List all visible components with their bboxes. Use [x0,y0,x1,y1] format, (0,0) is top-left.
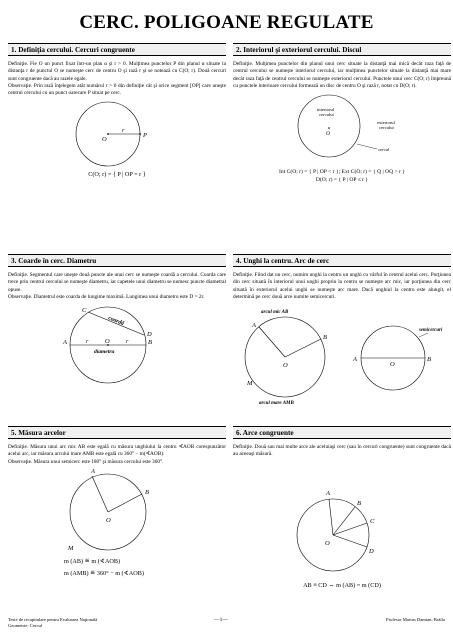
label-chord: coardă [107,315,125,328]
section-title: 2. Interiorul şi exteriorul cercului. Discul [233,43,451,56]
interior-exterior-formula: Int C(O; r) = { P | OP < r }; Ext C(O; r) = { Q | OQ > r } [278,169,406,176]
footer-series: Teste de recapitulare pentru Evaluarea Naţională [8,617,98,622]
label-b: B [323,334,327,342]
section-title: 3. Coarde în cerc. Diametru [8,254,226,267]
observation-paragraph: Observaţie. Măsura unui semicerc este 180° şi măsura cercului este 360°. [8,458,164,465]
congruent-arcs-figure [233,479,451,579]
label-arc-mare: arcul mare AMB [259,401,294,407]
page-title: CERC. POLIGOANE REGULATE [79,12,374,33]
section-congruent-arcs [233,426,451,590]
label-d: D [147,331,152,339]
label-o: O [325,539,330,547]
circle-pointer [357,144,377,149]
section-text [8,272,226,301]
arc-measure-figure [8,468,226,556]
definition-paragraph: Definiţie. Fie O un punct fixat într-un plan α şi r > 0. Mulţimea punctelor P din planul α situate la distanţa r de punctul O se numeşte cerc de centru O şi rază r şi se notează cu C(O; r). Două cercuri sunt congruente dacă au razele egale. [8,61,226,82]
label-exterior-1: exteriorul [377,120,395,126]
center-point [107,134,109,136]
label-interior-2: cercului [319,112,334,118]
label-diameter: diametru [94,349,115,356]
footer-author: Profesor Marius Damian, Brăila [386,617,445,622]
label-m: M [68,544,74,552]
label-a: A [252,322,256,330]
definition-paragraph: Definiţie. Segmentul care uneşte două puncte ale unui cerc se numeşte coardă a cercului. Coarda care trece prin centrul cercului se numeşte diametru, iar capetele unui diametru se numesc puncte diametral opuse. [8,272,226,293]
label-c: C [82,307,87,315]
interior-exterior-figure [233,94,451,160]
radius-od [333,535,367,547]
circle-formula: C(O; r) = { P | OP = r } [88,171,146,179]
section-title: 4. Unghi la centru. Arc de cerc [233,254,451,267]
section-text [233,444,451,459]
congruence-formula: AB ≡ CD ⇔ m (AB) = m (CD) [303,581,381,589]
label-p: P [143,132,147,140]
definition-paragraph: Definiţie. Două sau mai multe arce ale aceluiaşi cerc (sau în cercuri congruente) sunt congruente dacă au aceeaşi măsură. [233,444,451,458]
label-a2: A [353,356,357,364]
radius-ob [285,339,321,357]
label-b: B [145,488,149,496]
section-title: 1. Definiţia cercului. Cercuri congruente [8,43,226,56]
radius-oc [333,523,367,535]
section-text [8,444,226,466]
label-exterior-2: cercului [379,125,394,131]
label-cercul: cercul [378,147,390,153]
label-a: A [91,467,95,475]
label-o2: O [390,361,395,369]
section-text [233,272,451,301]
label-c: C [370,517,375,525]
label-b2: B [427,356,431,364]
label-m: M [247,380,253,388]
section-arc-measure [8,426,226,578]
minor-arc-formula: m (AB) ≝ m (∢AOB) [64,557,121,565]
label-o: O [102,136,107,144]
label-r: r [122,128,125,135]
definition-paragraph: Definiţie. Mulţimea punctelor din planul unui cerc situate la distanţă mai mică decât raza faţă de centrul cercului se numeşte interiorul cercului, iar mulţimea punctelor situate la distanţă mai mare decât raza faţă de centrul cercului se numeşte exteriorul cercului. Punctele unui cerc C(O; r) împreună cu punctele interioare cercului formează un disc de centru O şi rază r, notat cu D(O; r). [233,61,451,89]
chord-figure [8,305,226,389]
definition-paragraph: Definiţie. Măsura unui arc mic AB este egală cu măsura unghiului la centru ∢AOB corespunzător acelui arc, iar măsura arcului mare AMB este egală cu 360° − m(∢AOB). [8,444,226,458]
radius-oa [259,327,285,357]
arc-figure [233,303,451,409]
disc-formula: D(O; r) = { P | OP ≤ r } [315,177,369,184]
major-arc-formula: m (AMB) ≝ 360° − m (∢AOB) [64,569,144,577]
label-semicircles: semicercuri [419,328,443,334]
section-text [8,61,226,97]
footer-topic: Geometrie: Cercul [8,623,43,628]
label-interior-1: interiorul [317,107,335,113]
label-d: D [369,547,374,555]
section-title: 6. Arce congruente [233,426,451,439]
section-central-angle-arc [233,254,451,409]
page-number: —1— [214,617,228,623]
circle-figure [8,101,226,169]
label-r-right: r [126,339,129,346]
label-a: A [63,339,67,347]
point-p [139,134,141,136]
radius-oa [329,499,333,535]
label-o: O [326,131,330,138]
circle-shape [298,95,360,157]
center-point [328,127,330,129]
section-title: 5. Măsura arcelor [8,426,226,439]
observation-paragraph: Observaţie. Prin rază înţelegem atât numărul r > 0 din definiţie cât şi orice segment [OP] care uneşte centrul cercului cu un punct oarecare P situat pe cerc. [8,82,226,97]
label-o: O [283,362,288,370]
label-a: A [326,489,330,497]
label-b: B [357,499,361,507]
label-o: O [105,338,110,346]
section-circle-definition [8,43,226,179]
definition-paragraph: Definiţie. Fiind dat un cerc, numim unghi la centru un unghi cu vârful în centrul acelui cerc. Porţiunea din cerc situată în interiorul unui unghi propriu la centru se numeşte arc mic, iar porţiunea din cerc situată în exteriorul acelui unghi se numeşte arc mare. Dacă unghiul la centru este alungit, el determină pe cerc două arce numite semicercuri. [233,272,451,300]
section-chords-diameter [8,254,226,389]
observation-paragraph: Observaţie. Diametrul este coarda de lungime maximă. Lungimea unui diametru este D = 2r. [8,293,205,300]
radius-oa [92,476,108,512]
footer-left [8,617,97,629]
radius-ob [108,494,142,512]
section-interior-exterior [233,43,451,184]
label-r-left: r [86,339,89,346]
section-text [233,61,451,90]
label-b: B [148,339,152,347]
semicircle-pointer [419,333,428,337]
label-o: O [106,516,111,524]
label-arc-mic: arcul mic AB [261,310,289,316]
